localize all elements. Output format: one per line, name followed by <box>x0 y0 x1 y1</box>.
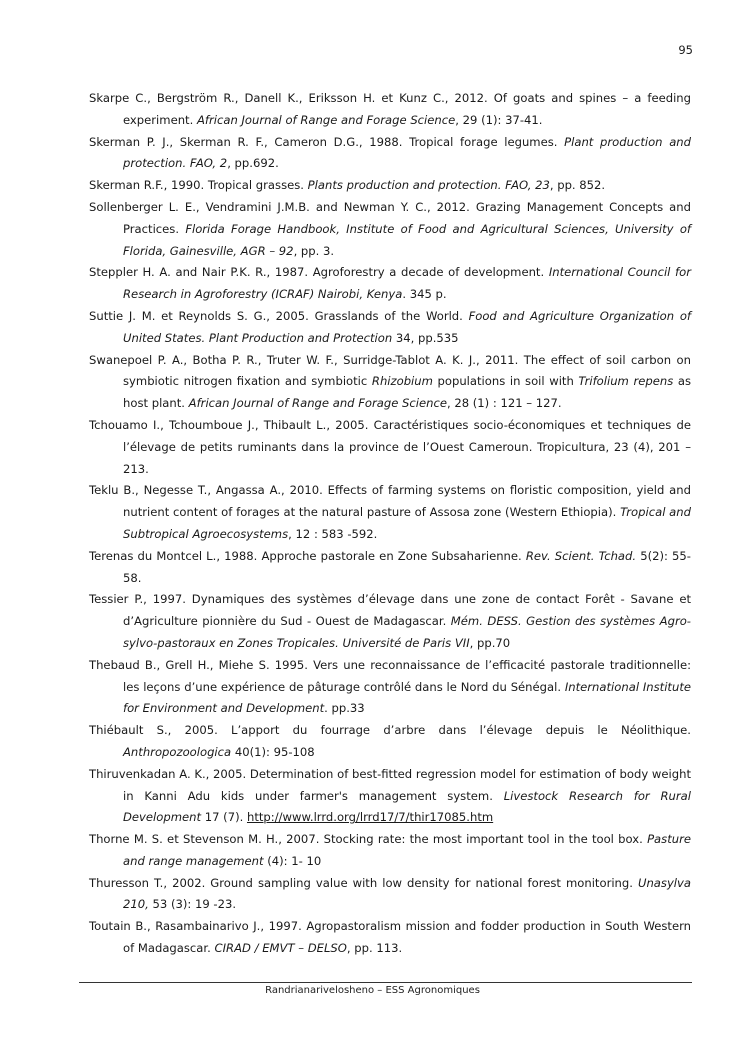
reference-entry <box>89 589 691 654</box>
reference-source-italic: Unasylva 210, <box>123 875 691 912</box>
reference-text: 34, pp.535 <box>392 330 459 345</box>
reference-source-italic: International Council for Research in Agroforestry (ICRAF) Nairobi, Kenya <box>123 265 691 302</box>
reference-entry <box>89 916 691 960</box>
reference-text: (4): 1- 10 <box>263 853 322 868</box>
reference-entry <box>89 175 691 197</box>
reference-list <box>89 88 691 960</box>
reference-source-italic: African Journal of Range and Forage Science <box>196 112 456 127</box>
reference-text: , pp. 3. <box>293 243 335 258</box>
reference-text: Steppler H. A. and Nair P.K. R., 1987. Agroforestry a decade of development. <box>89 265 549 280</box>
reference-text: Thiébault S., 2005. L’apport du fourrage d’arbre dans l’élevage depuis le Néolithique. <box>89 723 691 738</box>
reference-source-italic: Florida Forage Handbook, Institute of Food and Agricultural Sciences, University of Florida, Gainesville, AGR – 92 <box>123 221 691 258</box>
reference-text: Skarpe C., Bergström R., Danell K., Eriksson H. et Kunz C., 2012. Of goats and spines – a feeding experiment. <box>89 91 691 127</box>
reference-entry <box>89 415 691 480</box>
reference-source-italic: Mém. DESS. Gestion des systèmes Agro-sylvo-pastoraux en Zones Tropicales. Université de Paris VII <box>123 614 691 650</box>
reference-entry <box>89 873 691 917</box>
footer-text: Randrianarivelosheno – ESS Agronomiques <box>265 985 480 996</box>
reference-source-italic: Pasture and range management <box>123 832 691 868</box>
reference-text: , 28 (1) : 121 – 127. <box>446 396 562 411</box>
reference-source-italic: Livestock Research for Rural Development <box>123 788 691 825</box>
reference-text: Sollenberger L. E., Vendramini J.M.B. and Newman Y. C., 2012. Grazing Management Concepts and Practices. <box>89 199 691 236</box>
reference-text: Teklu B., Negesse T., Angassa A., 2010. Effects of farming systems on floristic composition, yield and nutrient content of forages at the natural pasture of Assosa zone (Western Ethiopia). <box>89 483 691 520</box>
reference-text: 53 (3): 19 -23. <box>148 897 237 912</box>
reference-text: Thorne M. S. et Stevenson M. H., 2007. Stocking rate: the most important tool in the tool box. <box>89 832 648 847</box>
reference-text: . 345 p. <box>402 287 447 302</box>
reference-text: Thiruvenkadan A. K., 2005. Determination of best-fitted regression model for estimation of body weight in Kanni Adu kids under farmer's management system. <box>89 766 691 803</box>
reference-text: as host plant. <box>123 374 691 411</box>
reference-entry <box>89 480 691 545</box>
reference-entry <box>89 262 691 306</box>
reference-text: Thuresson T., 2002. Ground sampling value with low density for national forest monitoring. <box>89 875 638 890</box>
reference-entry <box>89 197 691 262</box>
reference-source-italic: Plant production and protection. FAO, 2 <box>123 134 692 171</box>
reference-text: , 12 : 583 -592. <box>288 526 378 541</box>
reference-source-italic: Trifolium repens <box>578 374 674 389</box>
reference-text: 5(2): 55-58. <box>123 548 691 585</box>
reference-source-italic: Plants production and protection. FAO, 23 <box>307 178 550 193</box>
reference-text: Tchouamo I., Tchoumboue J., Thibault L., 2005. Caractéristiques socio-économiques et techniques de l’élevage de petits ruminants dans la province de l’Ouest Cameroun. Tropicultura, 23 (4), 201 – 213. <box>89 417 691 476</box>
reference-source-italic: Rev. Scient. Tchad. <box>525 548 637 563</box>
reference-text: Suttie J. M. et Reynolds S. G., 2005. Grasslands of the World. <box>89 308 469 323</box>
reference-text: Toutain B., Rasambainarivo J., 1997. Agropastoralism mission and fodder production in South Western of Madagascar. <box>89 919 691 956</box>
reference-text: , pp. 852. <box>549 178 606 193</box>
reference-entry <box>89 655 691 720</box>
reference-entry <box>89 720 691 764</box>
reference-text: Thebaud B., Grell H., Miehe S. 1995. Vers une reconnaissance de l’efficacité pastorale traditionnelle: les leçons d’une expérience de pâturage contrôlé dans le Nord du Sénégal. <box>89 657 691 694</box>
reference-entry <box>89 764 691 829</box>
reference-text: , 29 (1): 37-41. <box>455 112 543 127</box>
reference-source-italic: Tropical and Subtropical Agroecosystems <box>123 505 691 541</box>
reference-source-italic: Anthropozoologica <box>123 744 232 759</box>
reference-text: , pp. 113. <box>346 941 403 956</box>
reference-text: . pp.33 <box>324 701 365 716</box>
reference-source-italic: Rhizobium <box>371 374 433 389</box>
reference-text: Skerman R.F., 1990. Tropical grasses. <box>89 178 308 193</box>
reference-text: , pp.70 <box>469 635 511 650</box>
reference-url-link[interactable]: http://www.lrrd.org/lrrd17/7/thir17085.htm <box>246 810 494 825</box>
reference-entry <box>89 132 691 176</box>
reference-entry <box>89 88 691 132</box>
reference-text: 40(1): 95-108 <box>231 744 315 759</box>
reference-text: Skerman P. J., Skerman R. F., Cameron D.G., 1988. Tropical forage legumes. <box>89 134 565 149</box>
reference-entry <box>89 306 691 350</box>
reference-text: populations in soil with <box>432 374 579 389</box>
page-number: 95 <box>678 43 693 57</box>
reference-text: 17 (7). <box>201 810 247 825</box>
reference-source-italic: African Journal of Range and Forage Science <box>188 396 447 411</box>
reference-entry <box>89 546 691 590</box>
reference-text: Swanepoel P. A., Botha P. R., Truter W. F., Surridge-Tablot A. K. J., 2011. The effect of soil carbon on symbiotic nitrogen fixation and symbiotic <box>89 352 691 389</box>
reference-text: Tessier P., 1997. Dynamiques des systèmes d’élevage dans une zone de contact Forêt - Savane et d’Agriculture pionnière du Sud - Ouest de Madagascar. <box>89 592 691 629</box>
reference-source-italic: CIRAD / EMVT – DELSO <box>214 941 347 956</box>
reference-entry <box>89 350 691 415</box>
reference-source-italic: International Institute for Environment and Development <box>123 679 691 716</box>
reference-text: Terenas du Montcel L., 1988. Approche pastorale en Zone Subsaharienne. <box>89 548 526 563</box>
reference-source-italic: Food and Agriculture Organization of United States. Plant Production and Protection <box>123 308 691 345</box>
footer-divider <box>79 982 692 983</box>
reference-text: , pp.692. <box>227 156 279 171</box>
reference-entry <box>89 829 691 873</box>
